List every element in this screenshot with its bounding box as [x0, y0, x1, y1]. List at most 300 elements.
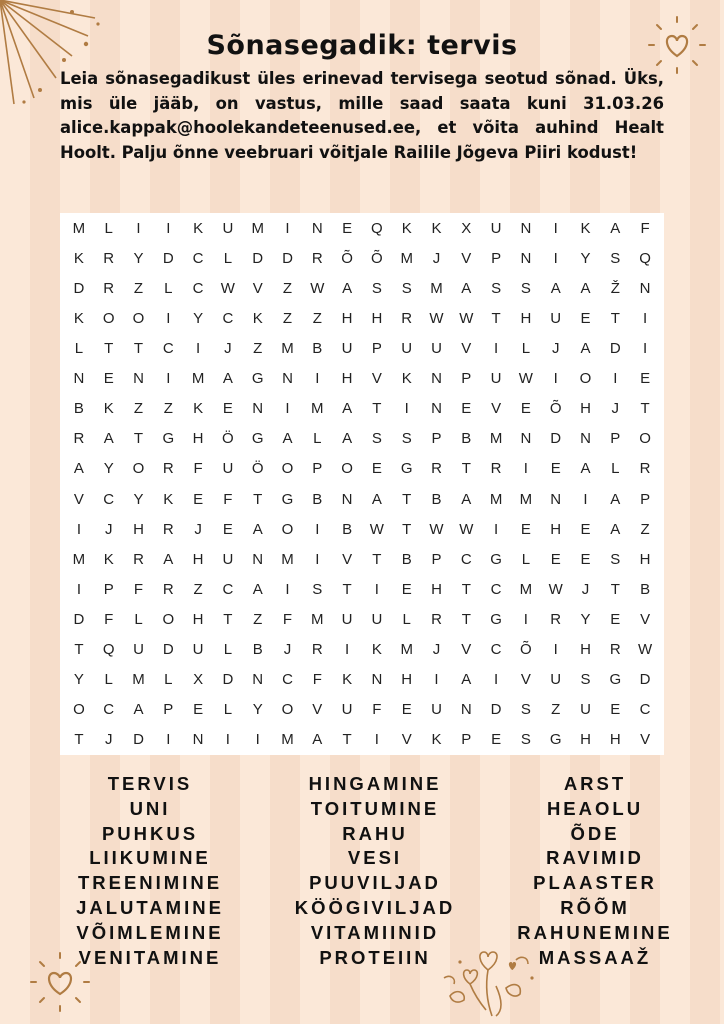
grid-letter: X [193, 671, 204, 689]
grid-letter: T [133, 339, 144, 357]
grid-letter: O [281, 460, 294, 478]
grid-letter: H [580, 641, 591, 659]
grid-letter: Q [639, 249, 651, 267]
grid-letter: I [315, 550, 320, 568]
grid-letter: N [639, 279, 651, 297]
grid-letter: M [281, 550, 294, 568]
grid-letter: H [550, 520, 562, 538]
grid-letter: U [341, 339, 353, 357]
grid-letter: O [579, 370, 592, 388]
grid-letter: A [580, 460, 591, 478]
grid-letter: A [371, 490, 382, 508]
grid-letter: E [401, 580, 412, 598]
grid-letter: B [431, 490, 442, 508]
grid-letter: R [311, 249, 323, 267]
grid-letter: R [162, 580, 174, 598]
grid-letter: R [550, 610, 562, 628]
grid-letter: K [252, 309, 263, 327]
grid-letter: I [345, 641, 350, 659]
grid-letter: W [369, 520, 384, 538]
grid-letter: O [341, 460, 353, 478]
grid-letter: K [193, 400, 204, 418]
instructions-line: Healt Hoolt. Palju õnne veebruari võitjale Railile Jõgeva Piiri [60, 118, 664, 162]
grid-letter: U [490, 370, 502, 388]
grid-letter: C [282, 671, 293, 689]
grid-letter: U [490, 219, 502, 237]
grid-letter: V [461, 249, 472, 267]
grid-letter: Z [282, 309, 293, 327]
grid-letter: F [282, 610, 293, 628]
grid-letter: S [491, 279, 502, 297]
grid-letter: U [550, 309, 562, 327]
grid-letter: H [431, 580, 442, 598]
grid-letter: A [103, 430, 114, 448]
grid-letter: V [461, 641, 472, 659]
grid-letter: C [162, 339, 174, 357]
grid-letter: L [402, 610, 411, 628]
grid-letter: T [223, 610, 233, 628]
grid-letter: I [553, 641, 558, 659]
grid-letter: A [610, 490, 621, 508]
word-search-grid [60, 213, 664, 755]
grid-letter: J [224, 339, 232, 357]
grid-letter: E [580, 520, 591, 538]
grid-letter: I [166, 219, 171, 237]
grid-letter: K [193, 219, 204, 237]
grid-letter: C [490, 641, 502, 659]
grid-letter: M [519, 580, 533, 598]
grid-letter: R [162, 520, 174, 538]
word-item: HEAOLU [546, 797, 644, 819]
grid-letter: F [640, 219, 650, 237]
grid-letter: N [371, 671, 383, 689]
grid-letter: A [312, 731, 323, 749]
grid-letter: T [104, 339, 114, 357]
grid-letter: N [311, 219, 323, 237]
grid-letter: G [609, 671, 622, 689]
grid-letter: A [461, 279, 472, 297]
grid-letter: U [341, 610, 353, 628]
grid-letter: S [580, 671, 591, 689]
grid-letter: H [192, 550, 204, 568]
grid-letter: A [163, 550, 174, 568]
grid-letter: L [134, 610, 143, 628]
grid-letter: L [74, 339, 84, 357]
grid-letter: O [73, 701, 85, 719]
grid-letter: R [103, 249, 115, 267]
grid-letter: D [609, 339, 621, 357]
grid-letter: G [490, 610, 502, 628]
grid-letter: Z [551, 701, 561, 719]
grid-letter: N [550, 490, 562, 508]
grid-letter: E [580, 309, 591, 327]
word-item: ÕDE [570, 822, 620, 844]
grid-letter: F [193, 460, 203, 478]
grid-letter: Õ [520, 641, 532, 659]
grid-letter: D [73, 279, 85, 297]
grid-letter: S [610, 550, 621, 568]
grid-letter: S [610, 249, 621, 267]
word-item: VITAMIINID [310, 921, 440, 943]
grid-letter: L [104, 219, 113, 237]
grid-letter: F [372, 701, 382, 719]
grid-letter: H [341, 370, 353, 388]
word-item: JALUTAMINE [76, 896, 224, 918]
grid-letter: E [193, 490, 204, 508]
grid-letter: E [461, 400, 472, 418]
word-item: TOITUMINE [310, 797, 440, 819]
grid-letter: H [401, 671, 413, 689]
grid-letter: F [312, 671, 322, 689]
grid-letter: M [281, 731, 294, 749]
grid-letter: O [162, 610, 175, 628]
grid-letter: S [401, 430, 412, 448]
grid-letter: I [374, 580, 379, 598]
grid-letter: C [192, 279, 204, 297]
grid-letter: T [610, 309, 620, 327]
grid-letter: N [431, 400, 442, 418]
grid-letter: I [494, 520, 499, 538]
grid-letter: D [490, 701, 502, 719]
grid-letter: L [164, 671, 173, 689]
grid-letter: M [311, 610, 324, 628]
grid-letter: U [341, 701, 353, 719]
instructions-line: Üks, mis üle jääb, on vastus, mille saad saata kuni 31.03.26 [60, 69, 664, 113]
grid-letter: I [643, 339, 648, 357]
grid-letter: P [431, 430, 442, 448]
grid-letter: B [401, 550, 412, 568]
grid-letter: H [133, 520, 144, 538]
grid-letter: C [222, 580, 234, 598]
grid-letter: R [609, 641, 621, 659]
grid-letter: T [461, 580, 471, 598]
grid-letter: L [313, 430, 322, 448]
grid-letter: A [252, 580, 263, 598]
grid-letter: K [73, 309, 84, 327]
grid-letter: P [640, 490, 651, 508]
grid-letter: P [103, 580, 114, 598]
grid-letter: V [640, 610, 651, 628]
word-item: RAHUNEMINE [517, 921, 673, 943]
word-item: PLAASTER [533, 872, 657, 894]
grid-letter: O [132, 460, 145, 478]
grid-letter: N [580, 430, 591, 448]
grid-letter: H [580, 400, 591, 418]
grid-letter: S [371, 279, 382, 297]
grid-letter: R [133, 550, 144, 568]
grid-letter: B [73, 400, 84, 418]
grid-letter: V [401, 731, 412, 749]
grid-letter: J [432, 641, 441, 659]
grid-letter: W [638, 641, 653, 659]
grid-letter: G [251, 430, 264, 448]
grid-letter: T [253, 490, 263, 508]
grid-letter: T [133, 430, 144, 448]
grid-letter: I [166, 370, 171, 388]
grid-letter: K [103, 400, 114, 418]
grid-letter: T [342, 731, 352, 749]
grid-letter: M [72, 219, 86, 237]
grid-letter: U [133, 641, 144, 659]
grid-letter: U [580, 701, 591, 719]
grid-letter: M [281, 339, 294, 357]
grid-letter: V [371, 370, 382, 388]
grid-letter: Z [163, 400, 173, 418]
grid-letter: I [553, 219, 558, 237]
grid-letter: I [255, 731, 260, 749]
grid-letter: R [162, 460, 174, 478]
grid-letter: K [401, 370, 412, 388]
grid-letter: D [133, 731, 144, 749]
grid-letter: E [520, 520, 531, 538]
grid-letter: Ö [222, 430, 234, 448]
grid-letter: F [133, 580, 144, 598]
grid-letter: I [136, 219, 141, 237]
grid-letter: E [491, 731, 502, 749]
grid-letter: N [192, 731, 204, 749]
grid-letter: J [283, 641, 292, 659]
grid-letter: H [192, 430, 204, 448]
grid-letter: Ž [610, 279, 620, 297]
grid-letter: Õ [341, 249, 353, 267]
grid-letter: B [461, 430, 472, 448]
word-list [40, 772, 700, 970]
grid-letter: U [222, 550, 234, 568]
grid-letter: E [222, 520, 233, 538]
grid-letter: V [640, 731, 651, 749]
grid-letter: H [371, 309, 383, 327]
grid-letter: M [72, 550, 86, 568]
instructions-line: kodust! [567, 142, 638, 162]
grid-letter: J [611, 400, 620, 418]
grid-letter: Y [580, 610, 591, 628]
grid-letter: D [639, 671, 651, 689]
instructions-line: alice.kappak@hoolekandeteenused.ee, et võita auhind [60, 118, 599, 137]
grid-letter: H [609, 731, 621, 749]
grid-letter: U [371, 610, 383, 628]
word-item: RÕÕM [560, 896, 630, 918]
grid-letter: N [460, 701, 472, 719]
grid-letter: S [312, 580, 323, 598]
grid-letter: R [431, 460, 442, 478]
grid-letter: U [222, 460, 234, 478]
grid-letter: I [285, 219, 290, 237]
grid-letter: O [281, 520, 294, 538]
grid-letter: N [431, 370, 442, 388]
grid-letter: M [430, 279, 443, 297]
grid-letter: N [282, 370, 293, 388]
grid-letter: S [401, 279, 412, 297]
grid-letter: T [640, 400, 650, 418]
grid-letter: E [640, 370, 651, 388]
grid-letter: P [371, 339, 382, 357]
word-list-column [260, 772, 490, 970]
grid-letter: N [133, 370, 144, 388]
grid-letter: E [103, 370, 114, 388]
grid-letter: S [520, 701, 531, 719]
grid-letter: G [490, 550, 502, 568]
grid-letter: O [102, 309, 115, 327]
grid-letter: T [402, 520, 412, 538]
instructions-text [60, 67, 664, 165]
grid-letter: T [461, 460, 471, 478]
grid-letter: M [489, 430, 503, 448]
instructions-line: Leia sõnasegadikust üles erinevad tervisega seotud sõnad. [60, 69, 617, 88]
grid-letter: A [580, 339, 591, 357]
grid-letter: J [194, 520, 202, 538]
grid-letter: F [223, 490, 233, 508]
grid-letter: T [491, 309, 501, 327]
grid-letter: E [193, 701, 204, 719]
grid-letter: J [432, 249, 441, 267]
grid-letter: I [76, 520, 81, 538]
word-item: LIIKUMINE [89, 847, 211, 869]
grid-letter: K [371, 641, 382, 659]
grid-letter: W [518, 370, 533, 388]
grid-letter: I [166, 309, 171, 327]
grid-letter: K [103, 550, 114, 568]
grid-letter: P [431, 550, 442, 568]
grid-letter: I [613, 370, 618, 388]
grid-letter: B [312, 339, 323, 357]
grid-letter: Y [580, 249, 591, 267]
word-item: RAVIMID [546, 847, 644, 869]
grid-letter: D [252, 249, 264, 267]
grid-letter: T [610, 580, 620, 598]
grid-letter: D [162, 641, 174, 659]
grid-letter: Z [282, 279, 293, 297]
grid-letter: I [553, 370, 558, 388]
grid-letter: J [104, 520, 113, 538]
grid-letter: O [132, 309, 145, 327]
grid-letter: A [252, 520, 263, 538]
grid-letter: I [553, 249, 558, 267]
grid-letter: C [639, 701, 651, 719]
grid-letter: T [461, 610, 471, 628]
grid-letter: P [491, 249, 502, 267]
grid-letter: O [281, 701, 294, 719]
grid-letter: L [164, 279, 173, 297]
grid-letter: Z [253, 339, 263, 357]
grid-letter: L [104, 671, 113, 689]
grid-letter: T [372, 400, 382, 418]
grid-letter: A [73, 460, 84, 478]
grid-letter: L [521, 550, 531, 568]
grid-letter: M [400, 641, 413, 659]
grid-letter: C [490, 580, 502, 598]
grid-letter: W [220, 279, 235, 297]
grid-letter: C [192, 249, 204, 267]
grid-letter: L [223, 701, 233, 719]
grid-letter: K [163, 490, 174, 508]
grid-letter: P [163, 701, 174, 719]
grid-letter: A [461, 671, 472, 689]
grid-letter: I [494, 339, 499, 357]
word-item: PROTEIIN [319, 946, 431, 968]
word-item: HINGAMINE [308, 773, 442, 794]
grid-letter: I [583, 490, 588, 508]
grid-letter: K [580, 219, 591, 237]
grid-letter: S [371, 430, 382, 448]
grid-letter: C [222, 309, 234, 327]
grid-letter: E [371, 460, 382, 478]
grid-letter: R [73, 430, 85, 448]
grid-letter: Z [133, 400, 144, 418]
grid-letter: D [222, 671, 234, 689]
word-item: RAHU [342, 822, 408, 844]
grid-letter: N [520, 249, 532, 267]
grid-letter: I [374, 731, 379, 749]
grid-letter: Z [640, 520, 650, 538]
grid-letter: V [312, 701, 323, 719]
grid-letter: J [104, 731, 113, 749]
grid-letter: P [461, 731, 472, 749]
grid-letter: Z [133, 279, 144, 297]
grid-letter: M [400, 249, 413, 267]
grid-letter: N [252, 550, 264, 568]
grid-letter: Y [193, 309, 204, 327]
grid-letter: C [103, 701, 115, 719]
grid-letter: M [132, 671, 145, 689]
grid-letter: I [523, 460, 528, 478]
grid-letter: M [311, 400, 324, 418]
grid-letter: Y [103, 460, 114, 478]
grid-letter: A [610, 219, 621, 237]
word-item: TREENIMINE [77, 872, 223, 894]
grid-letter: W [459, 520, 474, 538]
grid-letter: I [643, 309, 648, 327]
grid-letter: Q [102, 641, 115, 659]
word-item: KÖÖGIVILJAD [294, 896, 456, 918]
grid-letter: A [133, 701, 144, 719]
grid-letter: H [341, 309, 353, 327]
grid-letter: P [312, 460, 323, 478]
grid-letter: L [223, 641, 233, 659]
grid-letter: I [285, 580, 290, 598]
word-item: PUUVILJAD [309, 872, 441, 894]
grid-letter: Õ [371, 249, 383, 267]
grid-letter: I [523, 610, 528, 628]
word-item: MASSAAŽ [538, 946, 652, 968]
grid-letter: N [520, 219, 532, 237]
grid-letter: Z [312, 309, 322, 327]
grid-letter: A [580, 279, 591, 297]
grid-letter: E [520, 400, 531, 418]
grid-letter: P [610, 430, 621, 448]
grid-letter: I [315, 370, 320, 388]
grid-letter: I [225, 731, 230, 749]
grid-letter: K [342, 671, 353, 689]
grid-letter: E [222, 400, 233, 418]
grid-letter: V [73, 490, 84, 508]
grid-letter: F [104, 610, 114, 628]
grid-letter: A [342, 400, 353, 418]
grid-letter: I [166, 731, 171, 749]
page-title: Sõnasegadik: tervis [206, 30, 518, 61]
grid-letter: I [315, 520, 320, 538]
grid-letter: Õ [549, 400, 562, 418]
grid-letter: V [252, 279, 263, 297]
grid-letter: S [520, 279, 531, 297]
grid-letter: K [73, 249, 84, 267]
grid-letter: T [342, 580, 352, 598]
grid-letter: V [491, 400, 502, 418]
word-item: ARST [563, 773, 627, 794]
grid-letter: C [460, 550, 472, 568]
grid-letter: W [310, 279, 325, 297]
grid-letter: G [281, 490, 294, 508]
grid-letter: B [640, 580, 651, 598]
